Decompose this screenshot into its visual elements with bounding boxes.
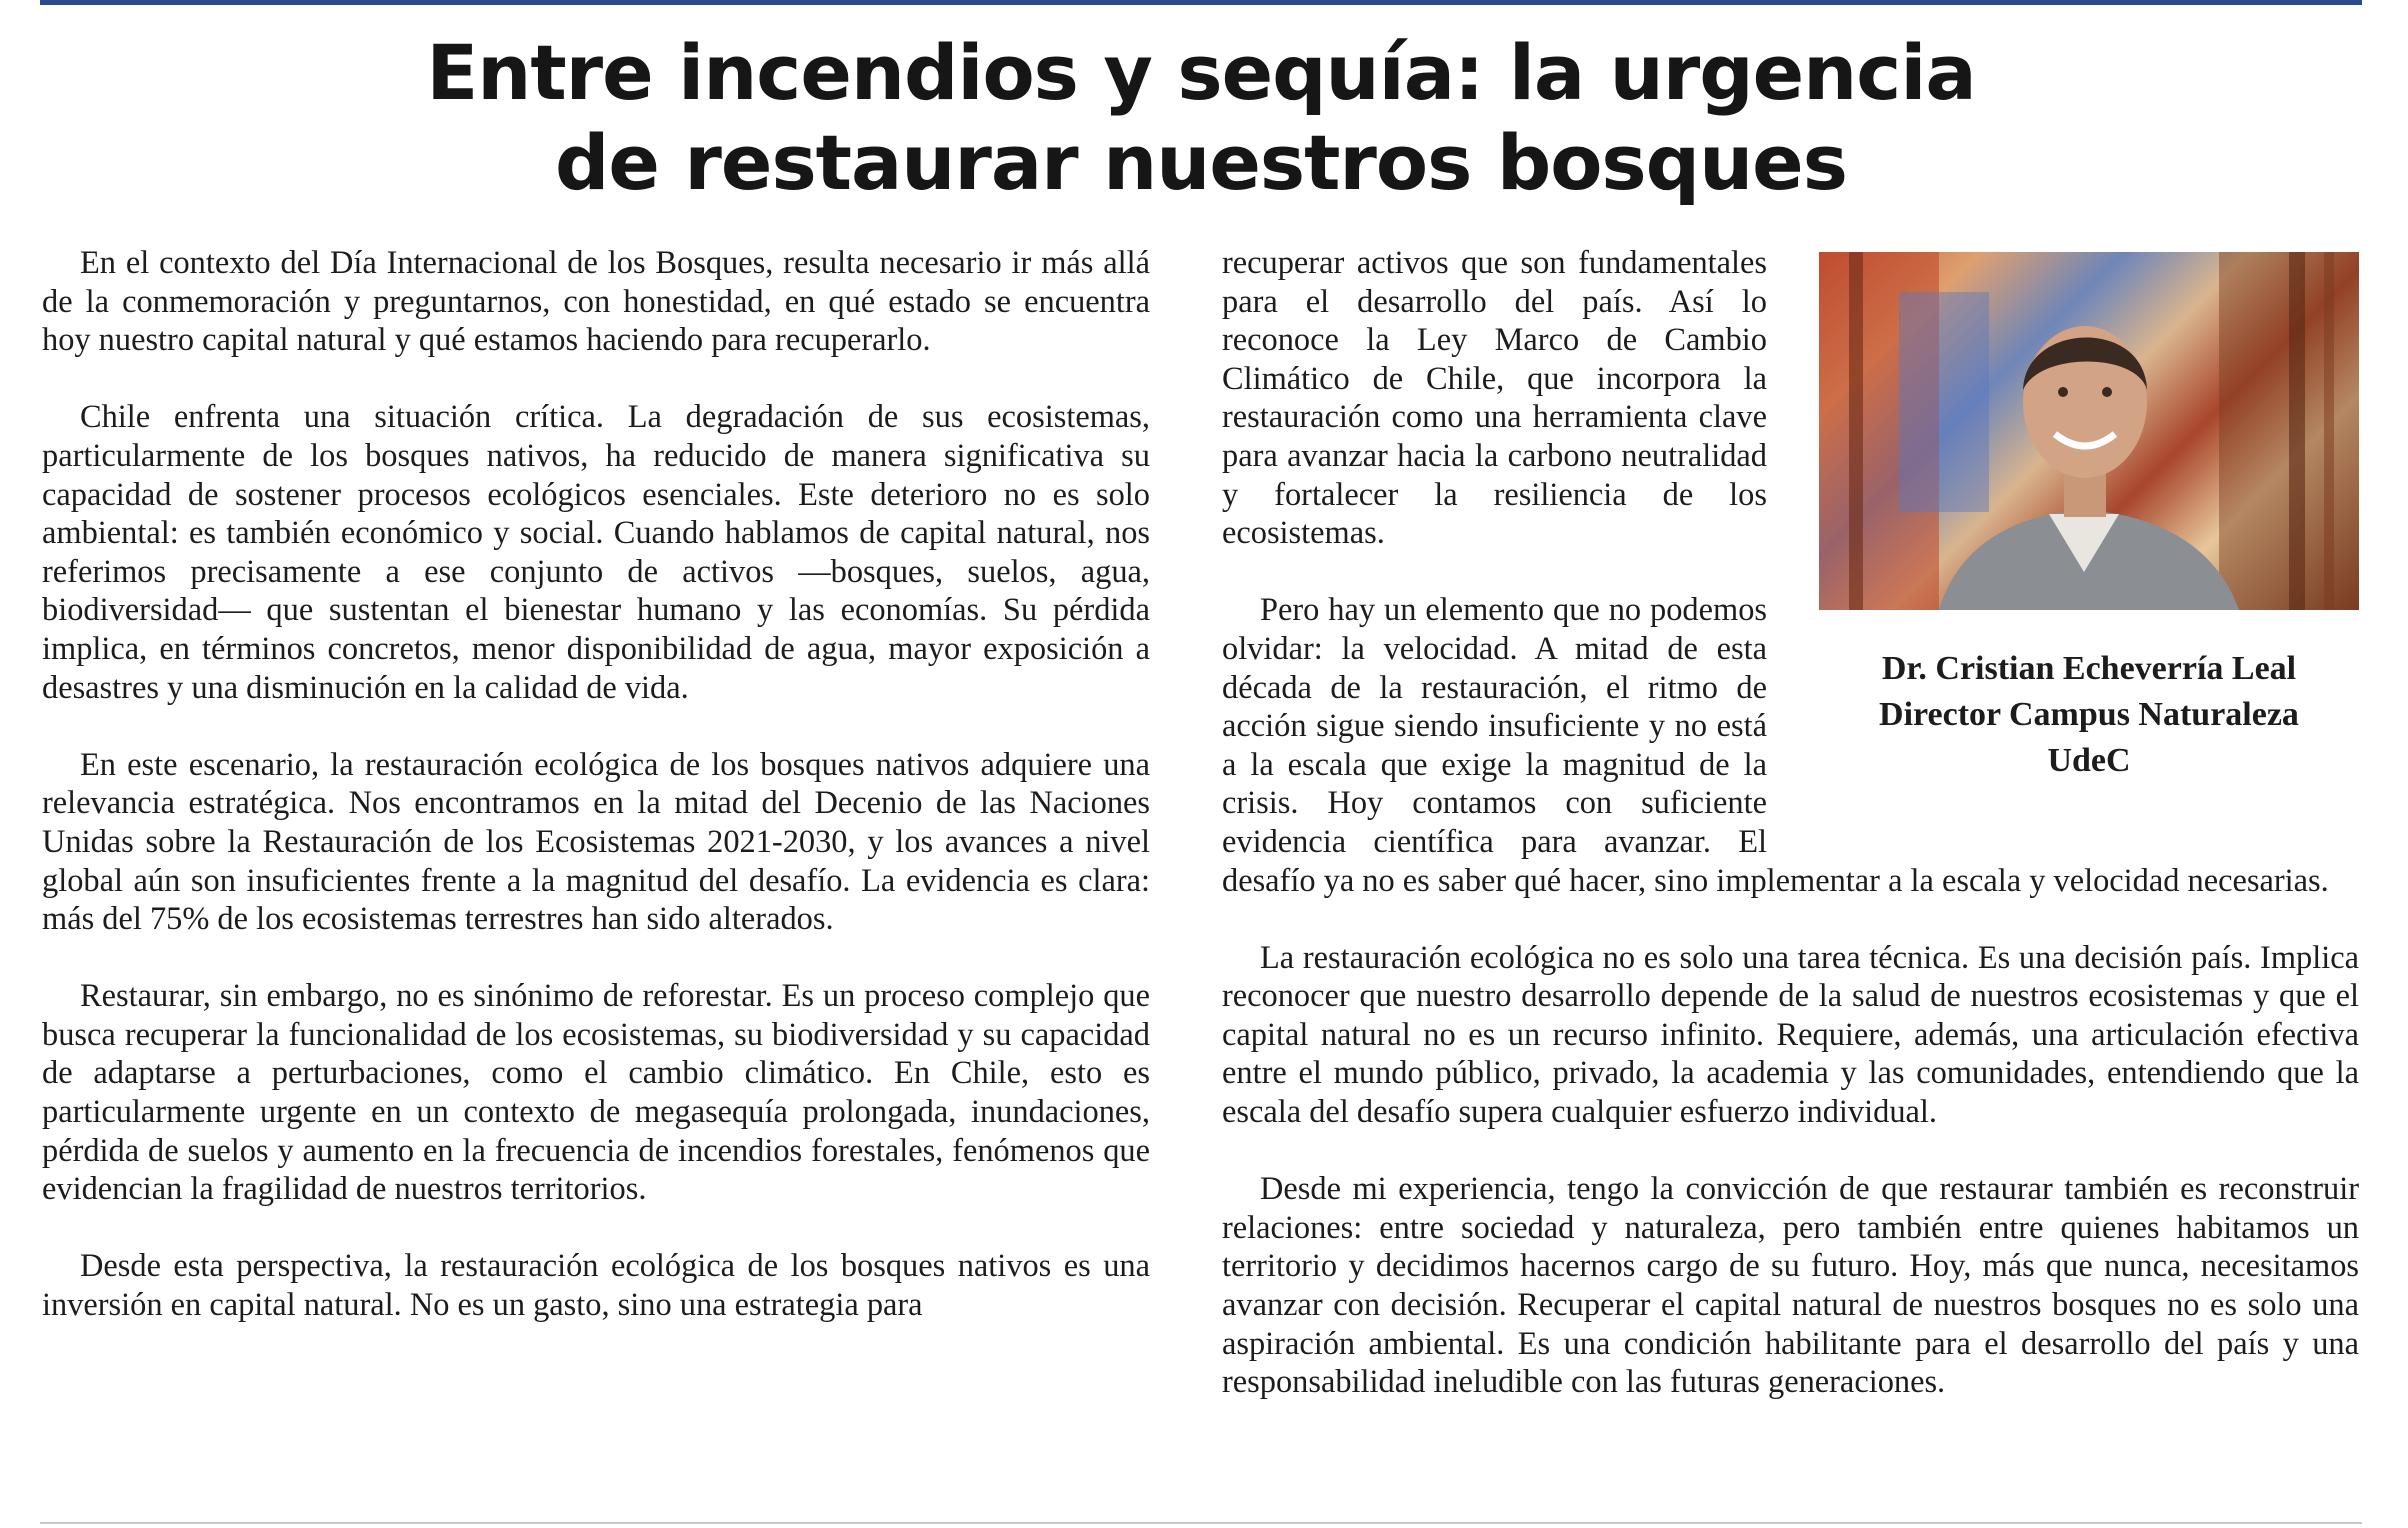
- paragraph: En este escenario, la restauración ecológica de los bosques nativos adquiere una relevancia estratégica. Nos encontramos en la mitad del Decenio de las Naciones Unidas sobre la Restauración de los Ecosistemas 2021-2030, y los avances a nivel global aún son insuficientes frente a la magnitud del desafío. La evidencia es clara: más del 75% de los ecosistemas terrestres han sido alterados.: [42, 746, 1150, 938]
- author-org: UdeC: [2047, 742, 2131, 779]
- author-role: Director Campus Naturaleza: [1879, 696, 2299, 733]
- headline-line-2: de restaurar nuestros bosques: [555, 118, 1847, 207]
- author-photo: [1819, 252, 2359, 610]
- paragraph: Desde esta perspectiva, la restauración ecológica de los bosques nativos es una inversión en capital natural. No es un gasto, sino una estrategia para: [42, 1248, 1150, 1324]
- paragraph: En el contexto del Día Internacional de los Bosques, resulta necesario ir más allá de la conmemoración y preguntarnos, con honestidad, en qué estado se encuentra hoy nuestro capital natural y qué estamos haciendo para recuperarlo.: [42, 245, 1150, 359]
- right-column: [1222, 244, 2359, 1504]
- bottom-rule: [40, 1522, 2362, 1524]
- paragraph: Pero hay un elemento que no podemos olvidar: la velocidad. A mitad de esta década de la restauración, el ritmo de acción sigue siendo insuficiente y no está a la escala que exige la magnitud de la crisis. Hoy contamos con suficiente evidencia científica para avanzar. El desafío ya no es saber qué hacer, sino implementar a la escala y velocidad necesarias.: [1222, 592, 2329, 899]
- author-caption: [1819, 646, 2359, 784]
- author-figure: [1793, 252, 2359, 842]
- headline-line-1: Entre incendios y sequía: la urgencia: [426, 28, 1976, 117]
- paragraph: Chile enfrenta una situación crítica. La degradación de sus ecosistemas, particularmente de los bosques nativos, ha reducido de manera significativa su capacidad de sostener procesos ecológicos esenciales. Este deterioro no es solo ambiental: es también económico y social. Cuando hablamos de capital natural, nos referimos precisamente a ese conjunto de activos —bosques, suelos, agua, biodiversidad— que sustentan el bienestar humano y las economías. Su pérdida implica, en términos concretos, menor disponibilidad de agua, mayor exposición a desastres y una disminución en la calidad de vida.: [42, 399, 1150, 706]
- author-name: Dr. Cristian Echeverría Leal: [1881, 650, 2297, 687]
- paragraph: recuperar activos que son fundamentales para el desarrollo del país. Así lo reconoce la Ley Marco de Cambio Climático de Chile, que incorpora la restauración como una herramienta clave para avanzar hacia la carbono neutralidad y fortalecer la resiliencia de los ecosistemas.: [1222, 245, 1767, 552]
- paragraph: Desde mi experiencia, tengo la convicción de que restaurar también es reconstruir relaciones: entre sociedad y naturaleza, pero también entre quienes habitamos un territorio y decidimos hacernos cargo de su futuro. Hoy, más que nunca, necesitamos avanzar con decisión. Recuperar el capital natural de nuestros bosques no es solo una aspiración ambiental. Es una condición habilitante para el desarrollo del país y una responsabilidad ineludible con las futuras generaciones.: [1222, 1171, 2359, 1401]
- top-rule: [40, 0, 2362, 5]
- portrait-illustration: [1819, 252, 2359, 610]
- left-column: [42, 244, 1150, 1504]
- headline: [40, 28, 2362, 208]
- paragraph: La restauración ecológica no es solo una tarea técnica. Es una decisión país. Implica reconocer que nuestro desarrollo depende de la salud de nuestros ecosistemas y que el capital natural no es un recurso infinito. Requiere, además, una articulación efectiva entre el mundo público, privado, la academia y las comunidades, entendiendo que la escala del desafío supera cualquier esfuerzo individual.: [1222, 939, 2359, 1131]
- paragraph: Restaurar, sin embargo, no es sinónimo de reforestar. Es un proceso complejo que busca recuperar la funcionalidad de los ecosistemas, su biodiversidad y su capacidad de adaptarse a perturbaciones, como el cambio climático. En Chile, esto es particularmente urgente en un contexto de megasequía prolongada, inundaciones, pérdida de suelos y aumento en la frecuencia de incendios forestales, fenómenos que evidencian la fragilidad de nuestros territorios.: [42, 978, 1150, 1208]
